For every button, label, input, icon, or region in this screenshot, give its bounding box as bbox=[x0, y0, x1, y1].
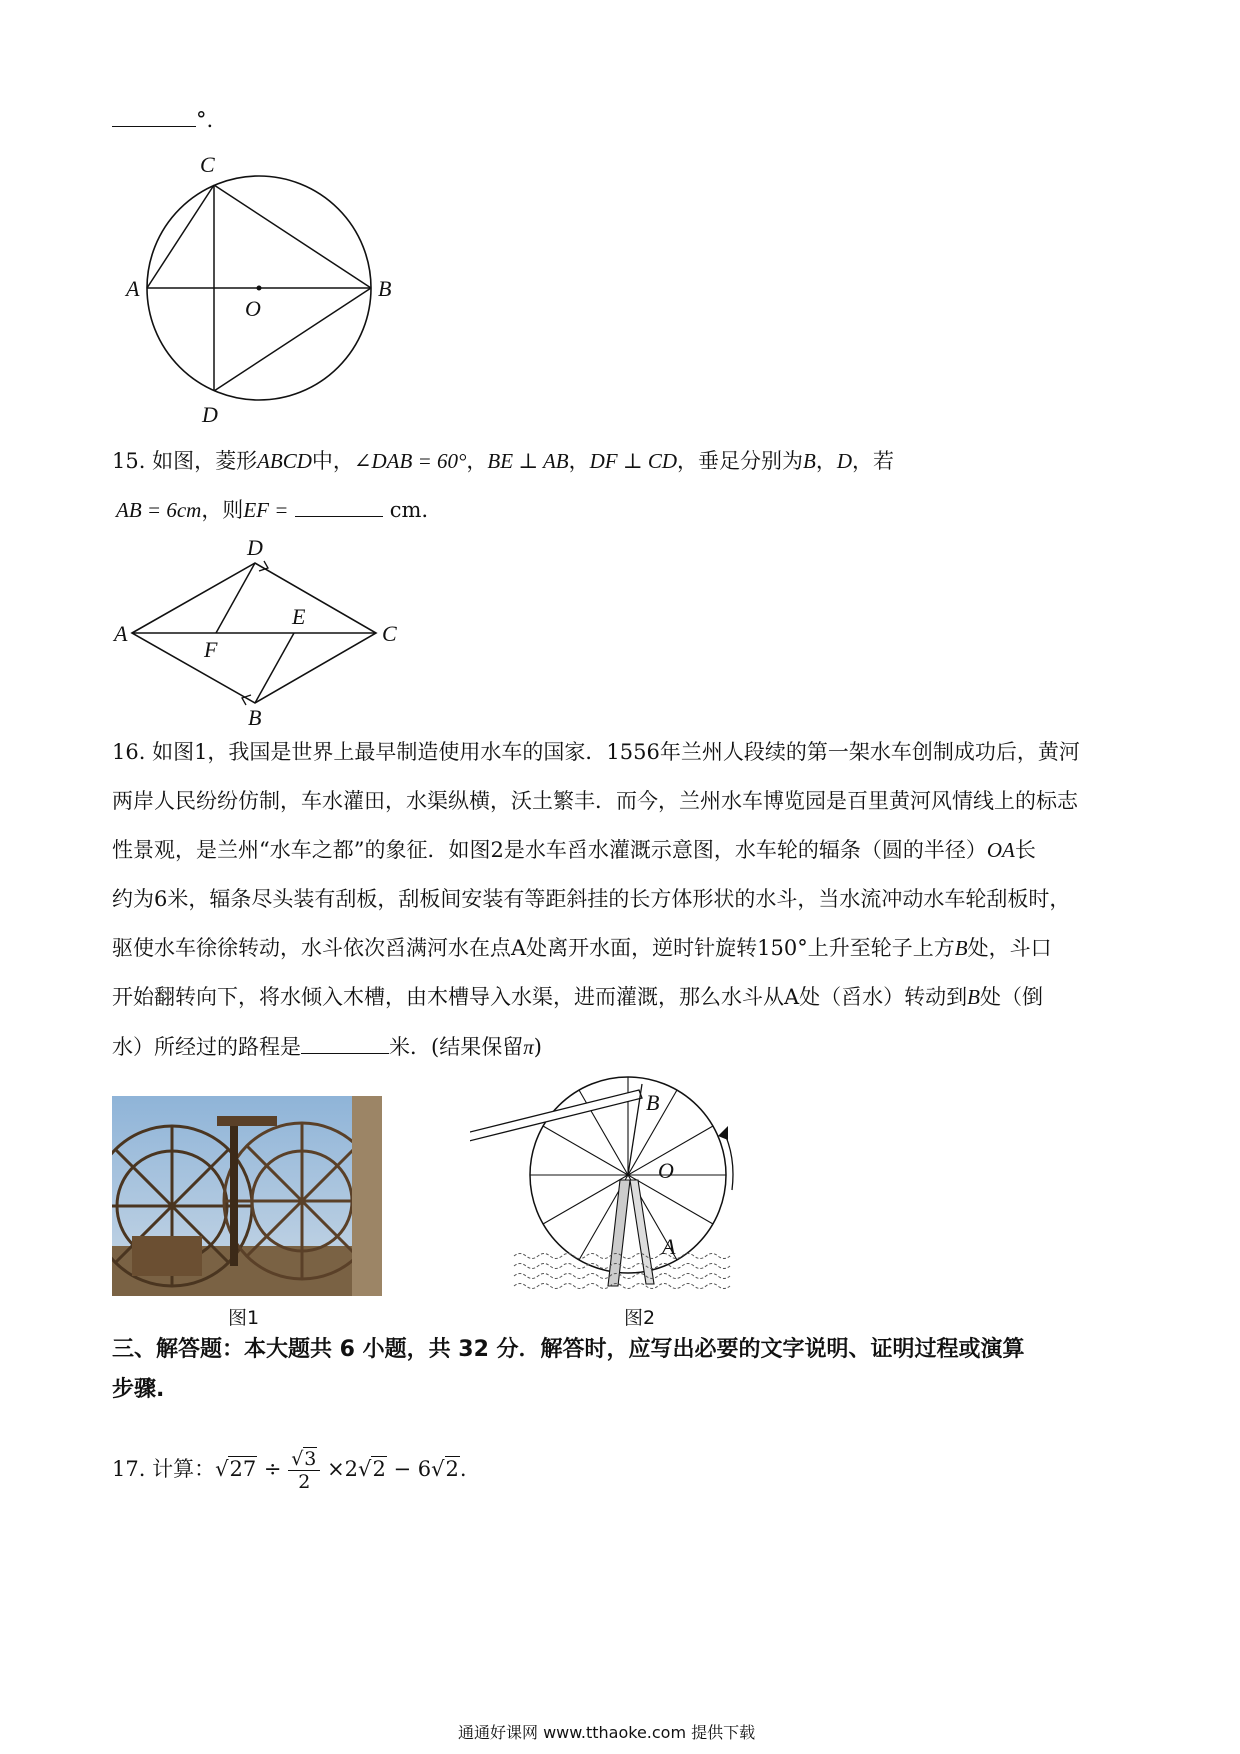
section3-heading-line1: 三、解答题：本大题共 6 小题，共 32 分．解答时，应写出必要的文字说明、证明过程或演算 bbox=[112, 1337, 1025, 1362]
q15-sep1: ， bbox=[466, 449, 488, 473]
page-footer: 通通好课网 www.tthaoke.com 提供下载 bbox=[458, 1723, 756, 1742]
q15-number: 15. bbox=[112, 449, 146, 473]
photo-post bbox=[230, 1126, 238, 1266]
water-waves bbox=[514, 1254, 730, 1289]
q16-line7d: ) bbox=[533, 1035, 542, 1059]
label-a: A bbox=[126, 276, 140, 301]
q16-line7 bbox=[112, 1031, 542, 1062]
sqrt-2-b: √2 bbox=[431, 1457, 459, 1481]
label-b: B bbox=[378, 276, 392, 301]
waterwheel-diagram bbox=[470, 1070, 760, 1300]
q15-unit: cm． bbox=[389, 498, 443, 522]
q15-line1 bbox=[112, 446, 894, 476]
rhombus-figure bbox=[112, 535, 412, 730]
q16-line7b: 米．(结果保留 bbox=[389, 1035, 524, 1059]
q15-end1: ，若 bbox=[852, 449, 895, 473]
fig2-label-o: O bbox=[658, 1158, 674, 1183]
q17-end: . bbox=[459, 1457, 467, 1481]
q16-line6a: 开始翻转向下，将水倾入木槽，由木槽导入水渠，进而灌溉，那么水斗从A处（舀水）转动到 bbox=[112, 985, 968, 1009]
segment-bd bbox=[214, 288, 371, 391]
q16-blank bbox=[301, 1031, 389, 1054]
fig2-label-b: B bbox=[646, 1090, 660, 1115]
label-f: F bbox=[204, 637, 218, 662]
q16-line6 bbox=[112, 982, 1043, 1012]
fig2-label-a: A bbox=[662, 1234, 676, 1259]
q15-sep3: ， bbox=[815, 449, 837, 473]
q15-given: AB = 6cm bbox=[116, 498, 202, 522]
q15-foot-d: D bbox=[836, 449, 853, 473]
label-o: O bbox=[245, 296, 261, 321]
q15-angle: ∠DAB = 60° bbox=[353, 449, 467, 473]
q16-b: B bbox=[954, 936, 968, 960]
q16-line7a: 水）所经过的路程是 bbox=[112, 1035, 301, 1059]
q16-line2: 两岸人民纷纷仿制，车水灌田，水渠纵横，沃土繁丰．而今，兰州水车博览园是百里黄河风情线上的标志 bbox=[112, 789, 1078, 813]
photo-trough bbox=[217, 1116, 277, 1126]
q16-line5 bbox=[112, 933, 1052, 963]
label-a: A bbox=[114, 621, 128, 646]
segment-cb bbox=[214, 185, 371, 288]
q16-line4: 约为6米，辐条尽头装有刮板，刮板间安装有等距斜挂的长方体形状的水斗，当水流冲动水车轮刮板时， bbox=[112, 887, 1071, 911]
q16-oa: OA bbox=[986, 838, 1015, 862]
q15-line2 bbox=[116, 494, 442, 525]
label-c: C bbox=[382, 621, 397, 646]
label-b: B bbox=[248, 705, 262, 730]
q15-blank bbox=[295, 494, 383, 517]
q16-line3a: 性景观，是兰州“水车之都”的象征．如图2是水车舀水灌溉示意图，水车轮的辐条（圆的半径） bbox=[112, 838, 987, 862]
q15-foot-b: B bbox=[803, 449, 816, 473]
q15-shape: ABCD bbox=[257, 449, 312, 473]
q17-minus: − 6 bbox=[393, 1457, 432, 1481]
label-e: E bbox=[292, 604, 306, 629]
q15-mid1: 中， bbox=[311, 449, 354, 473]
sqrt-2-a: √2 bbox=[358, 1457, 386, 1481]
fig1-caption: 图1 bbox=[228, 1307, 260, 1329]
q15-ask: EF = bbox=[243, 498, 289, 522]
label-c: C bbox=[200, 152, 215, 177]
q15-mid2: ，垂足分别为 bbox=[677, 449, 804, 473]
center-point bbox=[257, 286, 262, 291]
photo-house bbox=[132, 1236, 202, 1276]
q14-blank bbox=[112, 104, 196, 127]
q15-intro: 如图，菱形 bbox=[152, 449, 258, 473]
q15-perp1: BE ⊥ AB bbox=[487, 449, 569, 473]
q17-line bbox=[112, 1442, 467, 1496]
q16-line5c: 处，斗口 bbox=[967, 936, 1052, 960]
label-d: D bbox=[202, 402, 218, 427]
q16-line1: 16. 如图1，我国是世界上最早制造使用水车的国家．1556年兰州人段续的第一架水车创制成功后，黄河 bbox=[112, 740, 1080, 764]
fig2-caption: 图2 bbox=[624, 1307, 656, 1329]
segment-ac bbox=[147, 185, 214, 288]
q17-fraction: $\frac{√3}{2}$ bbox=[288, 1448, 320, 1493]
q16-pi: π bbox=[523, 1035, 534, 1059]
photo-pillar bbox=[352, 1096, 382, 1296]
q17-times: ×2 bbox=[327, 1457, 359, 1481]
section3-heading-line2: 步骤. bbox=[112, 1377, 165, 1402]
q16-line6c: 处（倒 bbox=[980, 985, 1043, 1009]
q16-line3c: 长 bbox=[1014, 838, 1036, 862]
q14-answer-line bbox=[112, 104, 213, 135]
trough-board bbox=[470, 1090, 642, 1142]
q15-perp2: DF ⊥ CD bbox=[589, 449, 678, 473]
q17-divide: ÷ bbox=[263, 1457, 282, 1481]
sqrt-27: √27 bbox=[215, 1457, 257, 1481]
q15-sep2: ， bbox=[568, 449, 590, 473]
q17-prefix: 17. 计算： bbox=[112, 1457, 216, 1481]
q16-line3 bbox=[112, 835, 1036, 865]
ladder-left bbox=[608, 1180, 630, 1286]
waterwheel-photo bbox=[112, 1096, 382, 1296]
q16-b2: B bbox=[967, 985, 980, 1009]
label-d: D bbox=[247, 535, 263, 560]
q16-line5a: 驱使水车徐徐转动，水斗依次舀满河水在点A处离开水面，逆时针旋转150°上升至轮子上方 bbox=[112, 936, 955, 960]
q15-then: ，则 bbox=[201, 498, 244, 522]
q14-tail: °. bbox=[196, 108, 214, 132]
circle-figure bbox=[110, 150, 410, 430]
